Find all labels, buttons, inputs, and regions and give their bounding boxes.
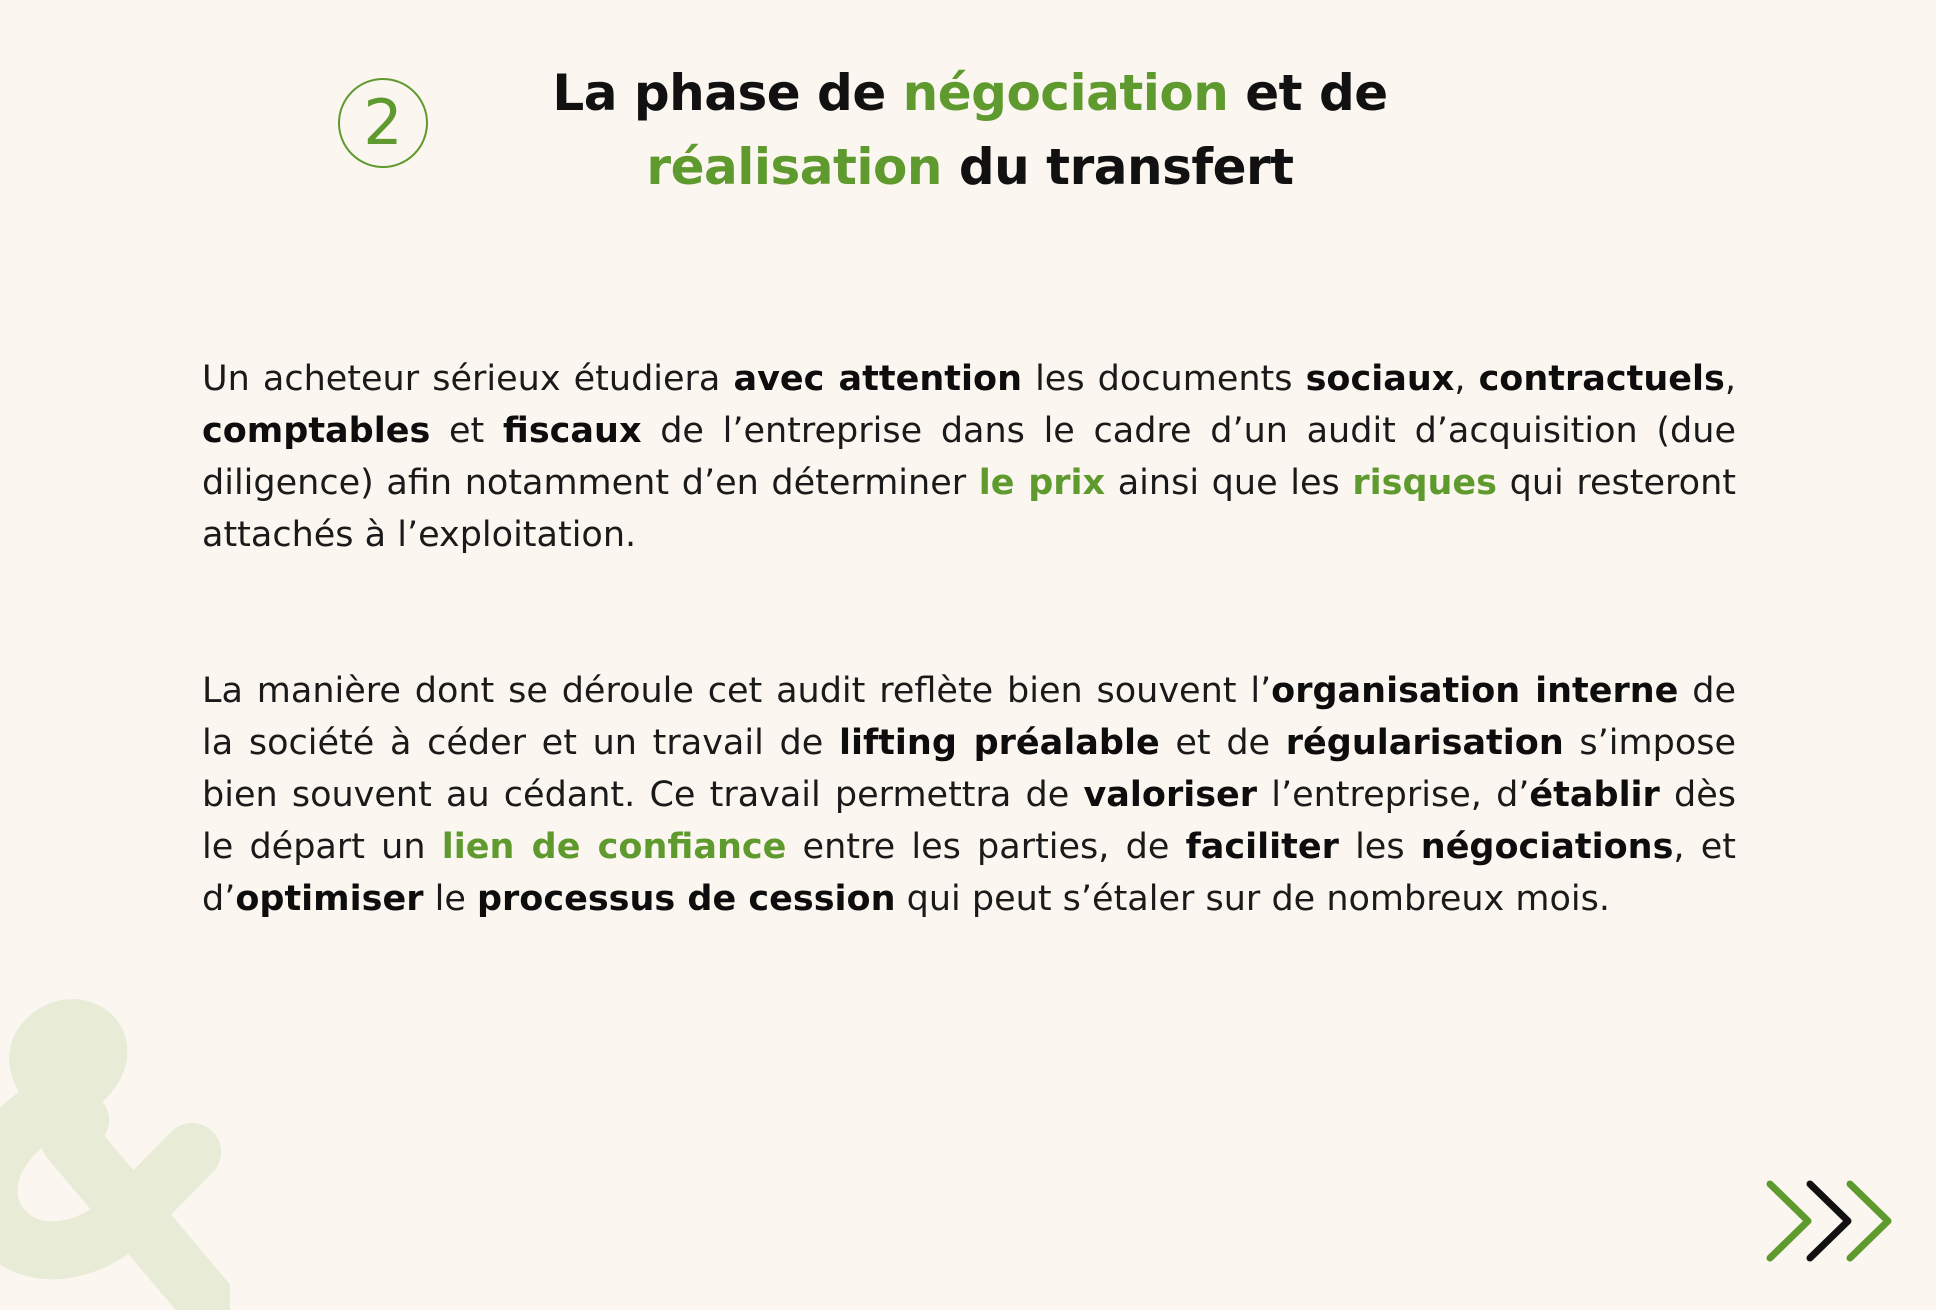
text: La manière dont se déroule cet audit reflète bien souvent l’	[202, 671, 1272, 711]
title-part1: La phase de	[552, 64, 903, 122]
text: ainsi que les	[1105, 463, 1353, 503]
text: ,	[1454, 359, 1479, 399]
text: le	[423, 879, 477, 919]
text: et	[430, 411, 503, 451]
emphasis: valoriser	[1083, 775, 1258, 815]
emphasis: régularisation	[1285, 723, 1564, 763]
text: qui resteront attachés à l’exploitation.	[202, 463, 1736, 555]
ampersand-icon	[0, 990, 230, 1310]
emphasis: organisation interne	[1271, 671, 1679, 711]
emphasis: processus de cession	[476, 879, 896, 919]
green-highlight: le prix	[978, 463, 1106, 503]
emphasis: optimiser	[235, 879, 424, 919]
text: dès le départ un	[202, 775, 1736, 867]
emphasis: lifting préalable	[838, 723, 1160, 763]
title-part3: du transfert	[941, 138, 1294, 196]
title-highlight-negociation: négociation	[902, 64, 1229, 122]
emphasis: faciliter	[1185, 827, 1339, 867]
emphasis: établir	[1529, 775, 1660, 815]
emphasis: comptables	[202, 411, 431, 451]
paragraph-organisation	[202, 665, 1736, 925]
text: les documents	[1021, 359, 1306, 399]
title-highlight-realisation: réalisation	[646, 138, 942, 196]
text: l’entreprise, d’	[1257, 775, 1530, 815]
text: s’impose bien souvent au cédant. Ce travail permettra de	[202, 723, 1737, 815]
step-number-badge	[338, 78, 428, 168]
emphasis: sociaux	[1305, 359, 1455, 399]
text: entre les parties, de	[786, 827, 1186, 867]
text: de l’entreprise dans le cadre d’un audit d’acquisition (due diligence) afin notamment d’en déterminer	[202, 411, 1736, 503]
title-part2: et de	[1228, 64, 1388, 122]
emphasis: avec attention	[733, 359, 1022, 399]
emphasis: négociations	[1420, 827, 1674, 867]
text: Un acheteur sérieux étudiera	[202, 359, 734, 399]
text: les	[1338, 827, 1421, 867]
text: ,	[1724, 359, 1736, 399]
text: et de	[1159, 723, 1286, 763]
paragraph-audit	[202, 353, 1736, 561]
emphasis: fiscaux	[502, 411, 642, 451]
text: qui peut s’étaler sur de nombreux mois.	[895, 879, 1610, 919]
page-title	[480, 56, 1460, 204]
step-number: 2	[363, 86, 403, 159]
triple-chevron-right-icon[interactable]	[1762, 1180, 1898, 1262]
green-highlight: risques	[1352, 463, 1498, 503]
text: , et d’	[202, 827, 1736, 919]
emphasis: contractuels	[1478, 359, 1725, 399]
green-highlight: lien de confiance	[441, 827, 787, 867]
text: de la société à céder et un travail de	[202, 671, 1736, 763]
